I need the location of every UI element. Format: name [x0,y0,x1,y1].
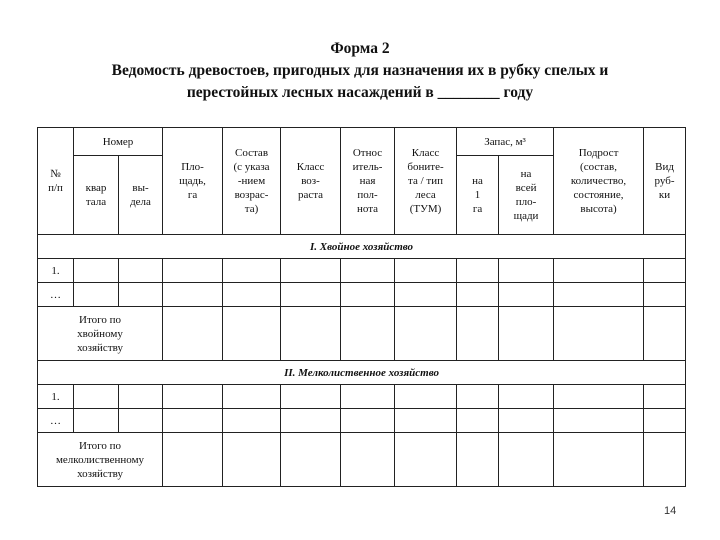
cell[interactable] [341,259,395,283]
row-number: 1. [38,259,74,283]
cell[interactable] [395,307,457,361]
cell[interactable] [281,283,341,307]
section-title-small-leaved: II. Мелколиственное хозяйство [38,361,686,385]
cell[interactable] [457,307,499,361]
cell[interactable] [499,259,554,283]
cell[interactable] [499,433,554,487]
cell[interactable] [163,283,223,307]
header-row-1 [38,128,686,156]
cell[interactable] [644,433,686,487]
section-title-coniferous: I. Хвойное хозяйство [38,235,686,259]
cell[interactable] [281,433,341,487]
cell[interactable] [281,409,341,433]
header-stock-per-ha: на 1 га [457,156,499,235]
header-kvartal: квар тала [74,156,119,235]
cell[interactable] [644,409,686,433]
cell[interactable] [74,259,119,283]
cell[interactable] [395,433,457,487]
cell[interactable] [554,259,644,283]
cell[interactable] [281,259,341,283]
cell[interactable] [341,385,395,409]
cell[interactable] [644,385,686,409]
table-row [38,409,686,433]
total-row [38,307,686,361]
cell[interactable] [163,433,223,487]
table-row [38,283,686,307]
cell[interactable] [644,283,686,307]
header-composition: Состав (с указа -нием возрас- та) [223,128,281,235]
header-number-group: Номер [74,128,163,156]
header-stock-group: Запас, м³ [457,128,554,156]
cell[interactable] [341,307,395,361]
cell[interactable] [74,385,119,409]
header-area: Пло- щадь, га [163,128,223,235]
cell[interactable] [499,385,554,409]
section-title-row [38,235,686,259]
section-title-row [38,361,686,385]
cell[interactable] [395,409,457,433]
cell[interactable] [223,259,281,283]
cell[interactable] [119,409,163,433]
inventory-table [37,127,686,487]
cell[interactable] [223,307,281,361]
header-cut-type: Вид руб- ки [644,128,686,235]
row-number: … [38,283,74,307]
cell[interactable] [554,409,644,433]
cell[interactable] [457,409,499,433]
cell[interactable] [395,385,457,409]
cell[interactable] [163,385,223,409]
cell[interactable] [395,283,457,307]
cell[interactable] [554,385,644,409]
cell[interactable] [395,259,457,283]
cell[interactable] [223,433,281,487]
cell[interactable] [499,307,554,361]
cell[interactable] [163,409,223,433]
form-title-line-1: Ведомость древостоев, пригодных для назначения их в рубку спелых и [111,62,609,79]
cell[interactable] [281,385,341,409]
table-row [38,259,686,283]
cell[interactable] [74,409,119,433]
cell[interactable] [457,259,499,283]
header-nn: № п/п [38,128,74,235]
header-vydel: вы- дела [119,156,163,235]
header-undergrowth: Подрост (состав, количество, состояние, высота) [554,128,644,235]
cell[interactable] [281,307,341,361]
cell[interactable] [119,259,163,283]
cell[interactable] [499,409,554,433]
cell[interactable] [644,307,686,361]
cell[interactable] [223,283,281,307]
cell[interactable] [341,433,395,487]
total-label-coniferous: Итого по хвойному хозяйству [38,307,163,361]
cell[interactable] [457,283,499,307]
cell[interactable] [499,283,554,307]
cell[interactable] [163,259,223,283]
row-number: … [38,409,74,433]
cell[interactable] [223,409,281,433]
cell[interactable] [554,433,644,487]
cell[interactable] [74,283,119,307]
form-title-line-2: перестойных лесных насаждений в ________ году [186,84,534,101]
header-rel-density: Относ итель- ная пол- нота [341,128,395,235]
cell[interactable] [457,433,499,487]
table-row [38,385,686,409]
cell[interactable] [457,385,499,409]
row-number: 1. [38,385,74,409]
cell[interactable] [163,307,223,361]
cell[interactable] [223,385,281,409]
total-label-small-leaved: Итого по мелколиственному хозяйству [38,433,163,487]
header-stock-total: на всей пло- щади [499,156,554,235]
cell[interactable] [554,283,644,307]
cell[interactable] [644,259,686,283]
total-row [38,433,686,487]
header-age-class: Класс воз- раста [281,128,341,235]
cell[interactable] [119,385,163,409]
cell[interactable] [341,409,395,433]
cell[interactable] [341,283,395,307]
cell[interactable] [554,307,644,361]
page-number: 14 [664,505,677,517]
header-bonitet: Класс боните- та / тип леса (ТУМ) [395,128,457,235]
form-label: Форма 2 [330,40,390,57]
cell[interactable] [119,283,163,307]
